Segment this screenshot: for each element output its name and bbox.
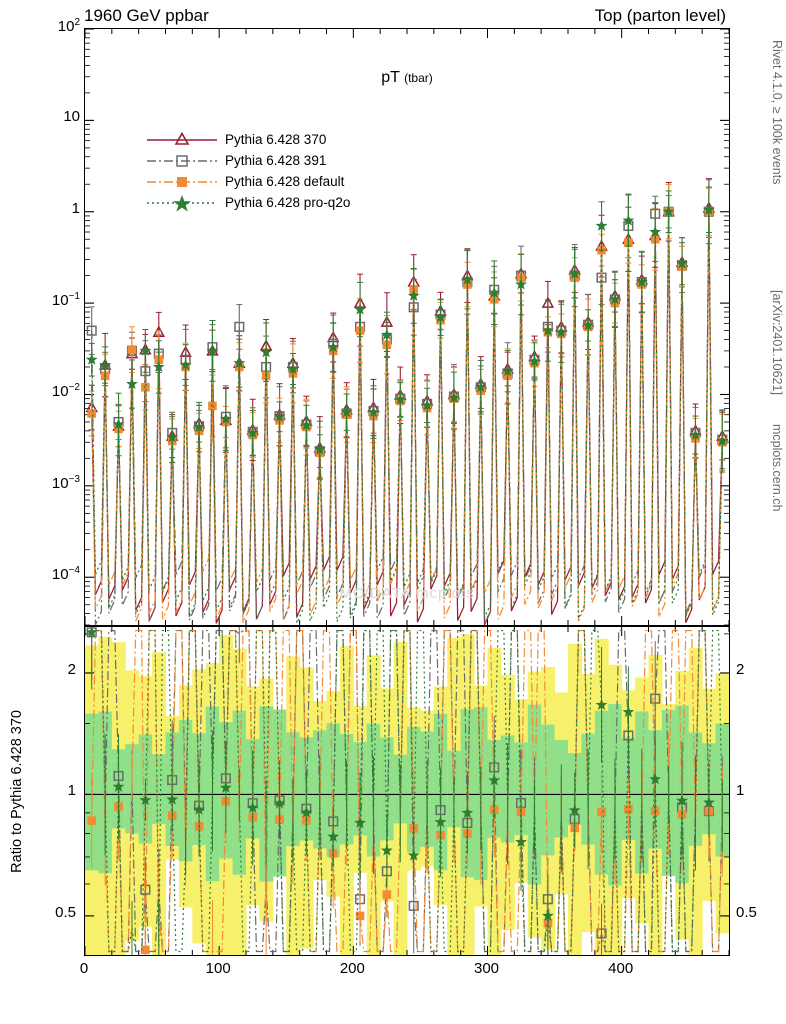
- x-tick-label: 400: [608, 960, 634, 977]
- rivet-version-label: Rivet 4.1.0, ≥ 100k events: [770, 40, 784, 185]
- legend-label: Pythia 6.428 370: [225, 132, 327, 147]
- y-tick-label: $10^2$: [57, 17, 80, 35]
- arxiv-label: [arXiv:2401.10621]: [770, 290, 784, 395]
- plot-title-sub: (tbar): [404, 71, 433, 85]
- ratio-y-tick-label: 0.5: [55, 903, 76, 921]
- legend-marker-square-open-icon: [145, 151, 219, 171]
- legend-item[interactable]: [145, 129, 350, 150]
- ratio-chart-canvas: [85, 627, 729, 955]
- ratio-y-tick-label: 2: [67, 660, 76, 678]
- legend-marker-star-icon: [145, 193, 219, 213]
- legend-marker-triangle-open-icon: [145, 130, 219, 150]
- x-tick-label: 300: [473, 960, 500, 977]
- legend-item[interactable]: [145, 192, 350, 213]
- legend-marker-square-filled-icon: [145, 172, 219, 192]
- x-tick-label: 0: [79, 960, 89, 977]
- main-chart-canvas: [85, 29, 729, 625]
- y-tick-label: $10^{-1}$: [51, 291, 80, 310]
- ratio-y-tick-label: 1: [736, 782, 745, 800]
- header-right: Top (parton level): [594, 6, 726, 25]
- y-tick-label: 1: [71, 199, 80, 217]
- y-tick-label: $10^{-4}$: [51, 565, 80, 584]
- main-plot-panel: [84, 28, 730, 626]
- header-left: 1960 GeV ppbar: [84, 6, 209, 25]
- y-tick-label: $10^{-3}$: [51, 473, 80, 492]
- y-tick-label: $10^{-2}$: [51, 382, 80, 401]
- ratio-y-tick-label: 0.5: [736, 903, 757, 921]
- ratio-y-tick-label: 2: [736, 660, 745, 678]
- legend-label: Pythia 6.428 391: [225, 153, 327, 168]
- mcplots-label: mcplots.cern.ch: [770, 424, 784, 512]
- x-tick-label: 200: [339, 960, 365, 977]
- ratio-y-axis-label: Ratio to Pythia 6.428 370: [9, 709, 25, 873]
- y-tick-label: 10: [63, 108, 80, 126]
- watermark: MC/DATA mcplots: [339, 585, 475, 602]
- legend: [145, 129, 350, 213]
- legend-item[interactable]: [145, 171, 350, 192]
- ratio-y-tick-label: 1: [67, 782, 76, 800]
- plot-title-text: pT: [381, 69, 400, 86]
- x-tick-label: 100: [205, 960, 231, 977]
- legend-label: Pythia 6.428 default: [225, 174, 345, 189]
- legend-item[interactable]: [145, 150, 350, 171]
- legend-label: Pythia 6.428 pro-q2o: [225, 195, 351, 210]
- ratio-plot-panel: [84, 626, 730, 956]
- plot-title: [85, 69, 729, 87]
